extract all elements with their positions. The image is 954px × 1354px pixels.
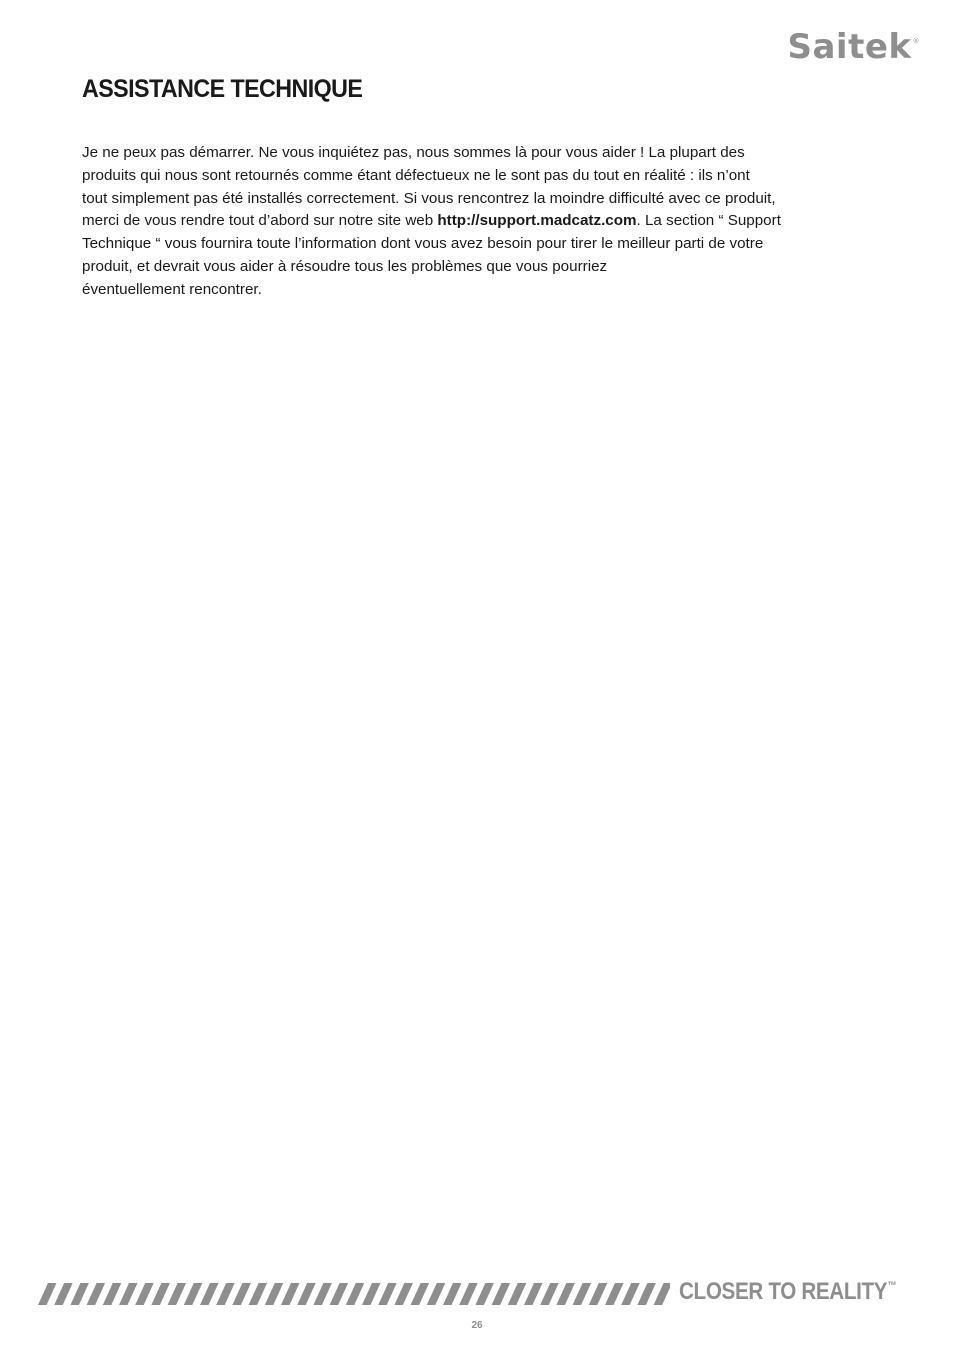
- stripe: [411, 1283, 430, 1305]
- body-line: Je ne peux pas démarrer. Ne vous inquiétez pas, nous sommes là pour vous aider ! La plupart des: [82, 144, 745, 161]
- stripe: [249, 1283, 268, 1305]
- body-line: Technique “ vous fournira toute l’information dont vous avez besoin pour tirer le meilleur parti de votre: [82, 235, 764, 253]
- stripe: [313, 1283, 332, 1305]
- stripe: [475, 1283, 494, 1305]
- stripe: [621, 1283, 640, 1305]
- stripe: [346, 1283, 365, 1305]
- stripe: [87, 1283, 106, 1305]
- stripe: [70, 1283, 89, 1305]
- stripe: [184, 1283, 203, 1305]
- stripe: [378, 1283, 397, 1305]
- footer-stripe-decoration: [38, 1283, 670, 1305]
- page-number: 26: [471, 1320, 483, 1331]
- stripe: [38, 1283, 57, 1305]
- stripe: [330, 1283, 349, 1305]
- stripe: [119, 1283, 138, 1305]
- support-url: http://support.madcatz.com: [437, 212, 637, 230]
- stripe: [573, 1283, 592, 1305]
- stripe: [168, 1283, 187, 1305]
- stripe: [589, 1283, 608, 1305]
- body-line: produits qui nous sont retournés comme étant défectueux ne le sont pas du tout en réalité : ils n’ont: [82, 166, 750, 184]
- stripe: [135, 1283, 154, 1305]
- stripe: [443, 1283, 462, 1305]
- stripe: [654, 1283, 670, 1305]
- stripe: [362, 1283, 381, 1305]
- stripe: [103, 1283, 122, 1305]
- stripe: [508, 1283, 527, 1305]
- stripe: [556, 1283, 575, 1305]
- stripe: [232, 1283, 251, 1305]
- stripe: [524, 1283, 543, 1305]
- stripe: [605, 1283, 624, 1305]
- stripe: [281, 1283, 300, 1305]
- stripe: [637, 1283, 656, 1305]
- body-line: produit, et devrait vous aider à résoudre tous les problèmes que vous pourriez: [82, 257, 608, 275]
- body-line: éventuellement rencontrer.: [82, 280, 262, 298]
- page-title: ASSISTANCE TECHNIQUE: [82, 75, 363, 103]
- saitek-logo: [787, 27, 920, 67]
- body-line: tout simplement pas été installés correctement. Si vous rencontrez la moindre difficulté avec ce produit,: [82, 189, 776, 207]
- body-line-pre-url: merci de vous rendre tout d’abord sur notre site web: [82, 212, 438, 230]
- stripe: [459, 1283, 478, 1305]
- stripe: [265, 1283, 284, 1305]
- trademark-mark: ™: [887, 1280, 897, 1292]
- stripe: [427, 1283, 446, 1305]
- body-paragraph: [82, 142, 872, 302]
- stripe: [492, 1283, 511, 1305]
- stripe: [54, 1283, 72, 1305]
- body-line-post-url: . La section “ Support: [636, 212, 781, 230]
- stripe: [394, 1283, 413, 1305]
- registered-mark: ®: [912, 37, 920, 45]
- stripe: [297, 1283, 316, 1305]
- stripe: [200, 1283, 219, 1305]
- stripe: [540, 1283, 559, 1305]
- stripe: [151, 1283, 170, 1305]
- tagline-text: CLOSER TO REALITY: [679, 1278, 888, 1305]
- logo-text: Saitek: [787, 27, 912, 67]
- stripe: [216, 1283, 235, 1305]
- footer-tagline: [679, 1278, 896, 1306]
